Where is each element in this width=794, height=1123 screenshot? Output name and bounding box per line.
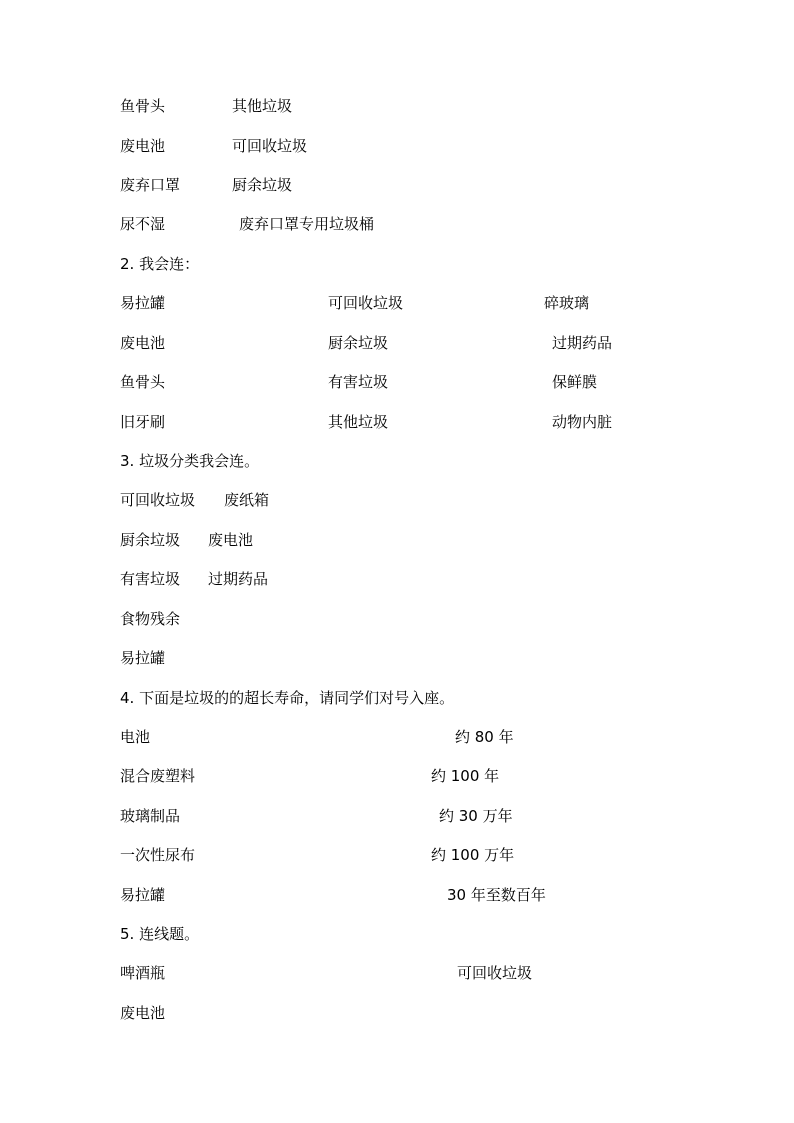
item-col-1: 旧牙刷 xyxy=(120,413,166,431)
item-col-1: 鱼骨头 xyxy=(120,373,166,391)
section-title: 2. 我会连： xyxy=(120,255,200,273)
item-left: 废电池 xyxy=(120,1004,166,1022)
item-left: 食物残余 xyxy=(120,610,181,628)
item-right: 废弃口罩专用垃圾桶 xyxy=(239,215,375,233)
item-left: 鱼骨头 xyxy=(120,97,166,115)
item-col-3: 过期药品 xyxy=(552,334,613,352)
item-right: 可回收垃圾 xyxy=(457,964,533,982)
item-right: 其他垃圾 xyxy=(232,97,293,115)
item-left: 废电池 xyxy=(120,137,166,155)
item-col-2: 有害垃圾 xyxy=(328,373,389,391)
item-right: 30 年至数百年 xyxy=(447,886,546,904)
item-col-3: 动物内脏 xyxy=(552,413,613,431)
item-right: 可回收垃圾 xyxy=(232,137,308,155)
item-left: 可回收垃圾 xyxy=(120,491,196,509)
item-left: 一次性尿布 xyxy=(120,846,196,864)
item-col-2: 厨余垃圾 xyxy=(328,334,389,352)
section-title: 3. 垃圾分类我会连。 xyxy=(120,452,260,470)
item-col-1: 废电池 xyxy=(120,334,166,352)
section-title: 5. 连线题。 xyxy=(120,925,200,943)
item-left: 啤酒瓶 xyxy=(120,964,166,982)
item-right: 约 30 万年 xyxy=(439,807,513,825)
item-right: 废纸箱 xyxy=(224,491,270,509)
item-left: 易拉罐 xyxy=(120,649,166,667)
section-title: 4. 下面是垃圾的的超长寿命，请同学们对号入座。 xyxy=(120,689,455,707)
item-left: 易拉罐 xyxy=(120,886,166,904)
item-right: 厨余垃圾 xyxy=(232,176,293,194)
item-left: 玻璃制品 xyxy=(120,807,181,825)
item-left: 有害垃圾 xyxy=(120,570,181,588)
item-left: 电池 xyxy=(120,728,151,746)
item-right: 约 100 年 xyxy=(431,767,500,785)
item-left: 尿不湿 xyxy=(120,215,166,233)
item-left: 混合废塑料 xyxy=(120,767,196,785)
item-right: 过期药品 xyxy=(208,570,269,588)
item-right: 约 100 万年 xyxy=(431,846,515,864)
item-left: 厨余垃圾 xyxy=(120,531,181,549)
item-col-1: 易拉罐 xyxy=(120,294,166,312)
item-col-3: 碎玻璃 xyxy=(544,294,590,312)
item-left: 废弃口罩 xyxy=(120,176,181,194)
item-col-2: 其他垃圾 xyxy=(328,413,389,431)
item-right: 约 80 年 xyxy=(455,728,514,746)
item-right: 废电池 xyxy=(208,531,254,549)
item-col-3: 保鲜膜 xyxy=(552,373,598,391)
item-col-2: 可回收垃圾 xyxy=(328,294,404,312)
